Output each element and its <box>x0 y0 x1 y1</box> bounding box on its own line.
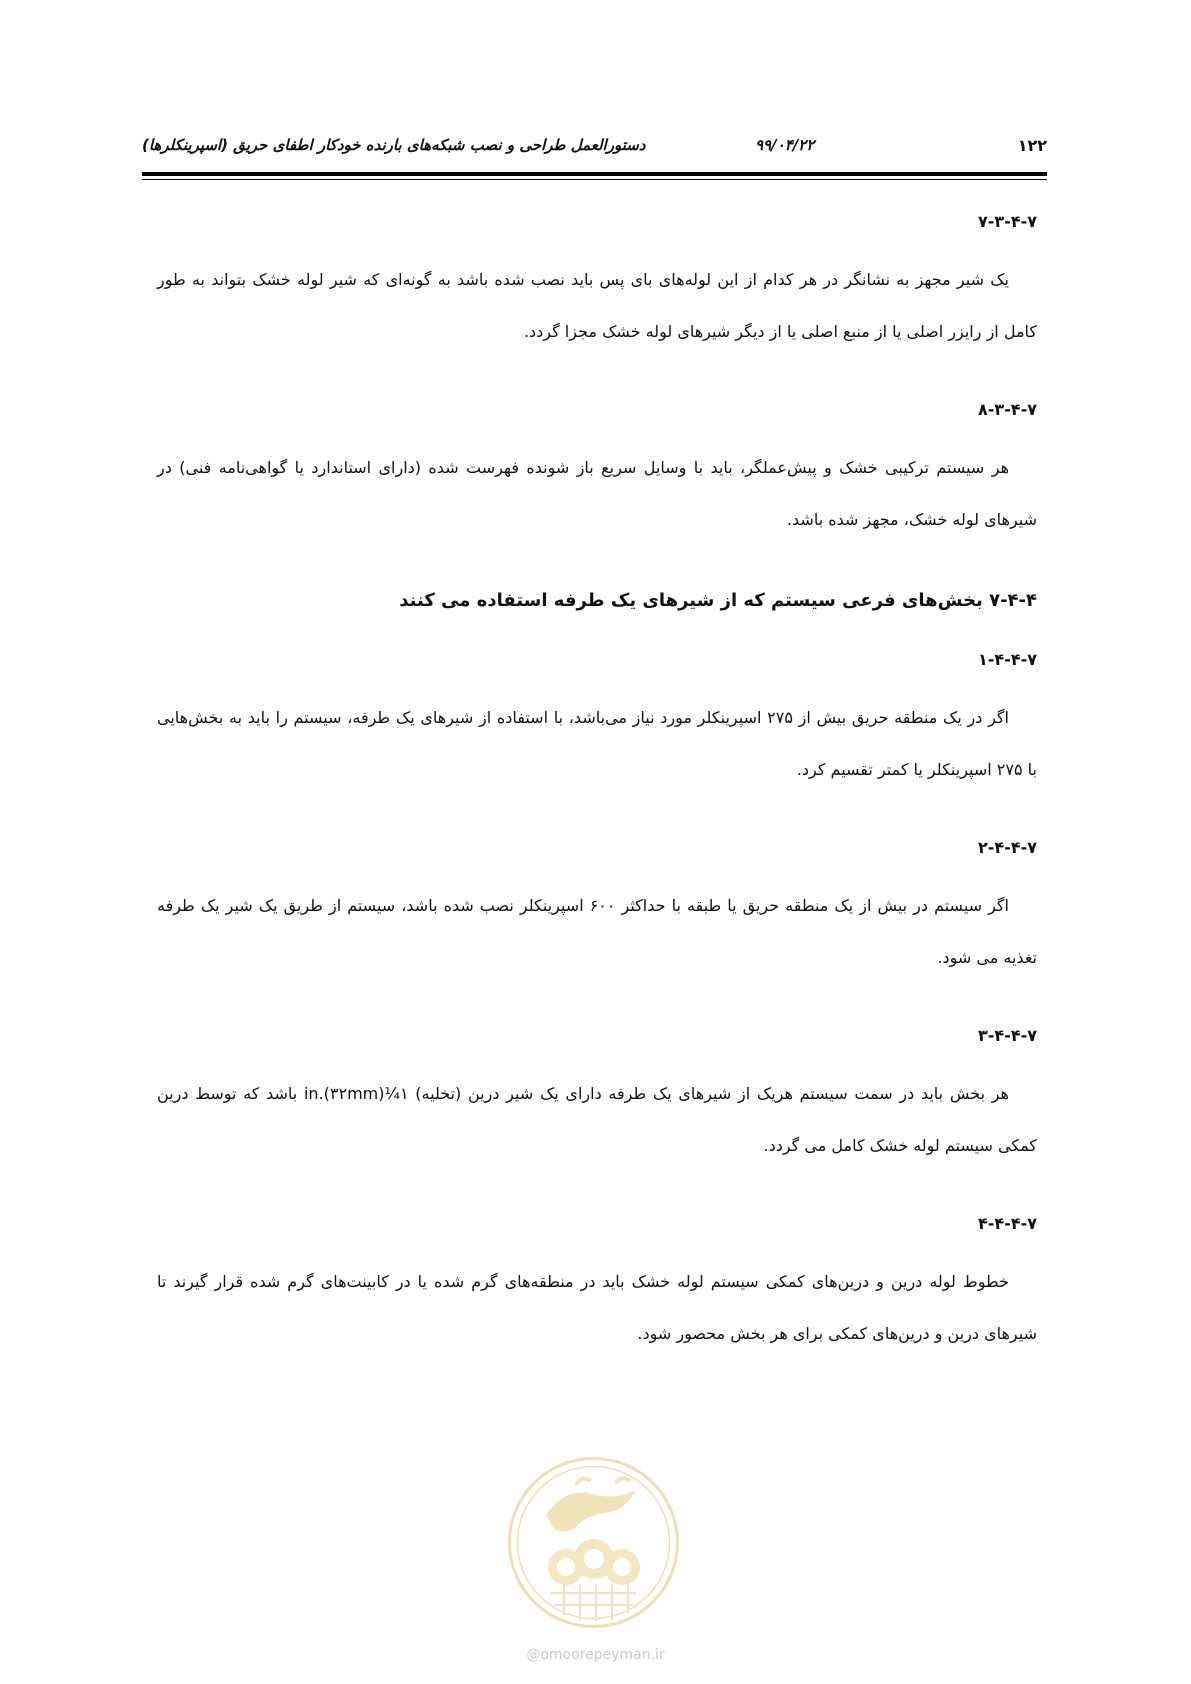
watermark-site: @omoorepeyman.ir <box>526 1647 665 1663</box>
page-header <box>142 128 1047 168</box>
paragraph: هر بخش باید در سمت سیستم هریک از شیرهای یک طرفه دارای یک شیر درین (تخلیه) ۱¼in.(۳۲mm) باشد که توسط درین کمکی سیستم لوله خشک کامل می گردد. <box>157 1084 1037 1155</box>
paragraph: خطوط لوله درین و درین‌های کمکی سیستم لوله خشک باید در منطقه‌های گرم شده یا در کابینت‌های گرم شده قرار گیرند تا شیرهای درین و درین‌های کمکی برای هر بخش محصور شود. <box>157 1272 1037 1343</box>
section-number: ۷-۳-۴-۷ <box>978 212 1037 231</box>
section-number: ۳-۴-۴-۷ <box>978 1026 1037 1045</box>
header-date: ۹۹/۰۴/۲۲ <box>755 136 815 154</box>
section-heading: ۷-۴-۴ بخش‌های فرعی سیستم که از شیرهای یک طرفه استفاده می کنند <box>399 590 1037 611</box>
page-content <box>157 210 1037 1400</box>
header-rule-thick <box>142 172 1047 176</box>
header-page-number: ۱۲۲ <box>1017 136 1047 155</box>
watermark-logo-text: امور پیمان <box>591 1620 596 1621</box>
header-rule-thin <box>142 179 1047 180</box>
watermark-logo-icon <box>506 1455 681 1630</box>
header-title: دستورالعمل طراحی و نصب شبکه‌های بارنده خودکار اطفای حریق (اسپرینکلرها) <box>142 136 646 154</box>
section-number: ۴-۴-۴-۷ <box>978 1214 1037 1233</box>
section-number: ۸-۳-۴-۷ <box>978 400 1037 419</box>
paragraph: یک شیر مجهز به نشانگر در هر کدام از این لوله‌های بای پس باید نصب شده باشد به گونه‌ای که شیر لوله خشک بتواند به طور کامل از رایزر اصلی یا از منبع اصلی یا از دیگر شیرهای لوله خشک مجزا گردد. <box>157 270 1037 341</box>
section-number: ۲-۴-۴-۷ <box>978 838 1037 857</box>
paragraph: اگر در یک منطقه حریق بیش از ۲۷۵ اسپرینکلر مورد نیاز می‌باشد، با استفاده از شیرهای یک طرفه، سیستم را باید به بخش‌هایی با ۲۷۵ اسپرینکلر یا کمتر تقسیم کرد. <box>157 708 1037 779</box>
section-number: ۱-۴-۴-۷ <box>978 650 1037 669</box>
paragraph: اگر سیستم در بیش از یک منطقه حریق یا طبقه با حداکثر ۶۰۰ اسپرینکلر نصب شده باشد، سیستم از طریق یک شیر یک طرفه تغذیه می شود. <box>157 896 1037 967</box>
paragraph: هر سیستم ترکیبی خشک و پیش‌عملگر، باید با وسایل سریع باز شونده فهرست شده (دارای استاندارد یا گواهی‌نامه فنی) در شیرهای لوله خشک، مجهز شده باشد. <box>157 458 1037 529</box>
